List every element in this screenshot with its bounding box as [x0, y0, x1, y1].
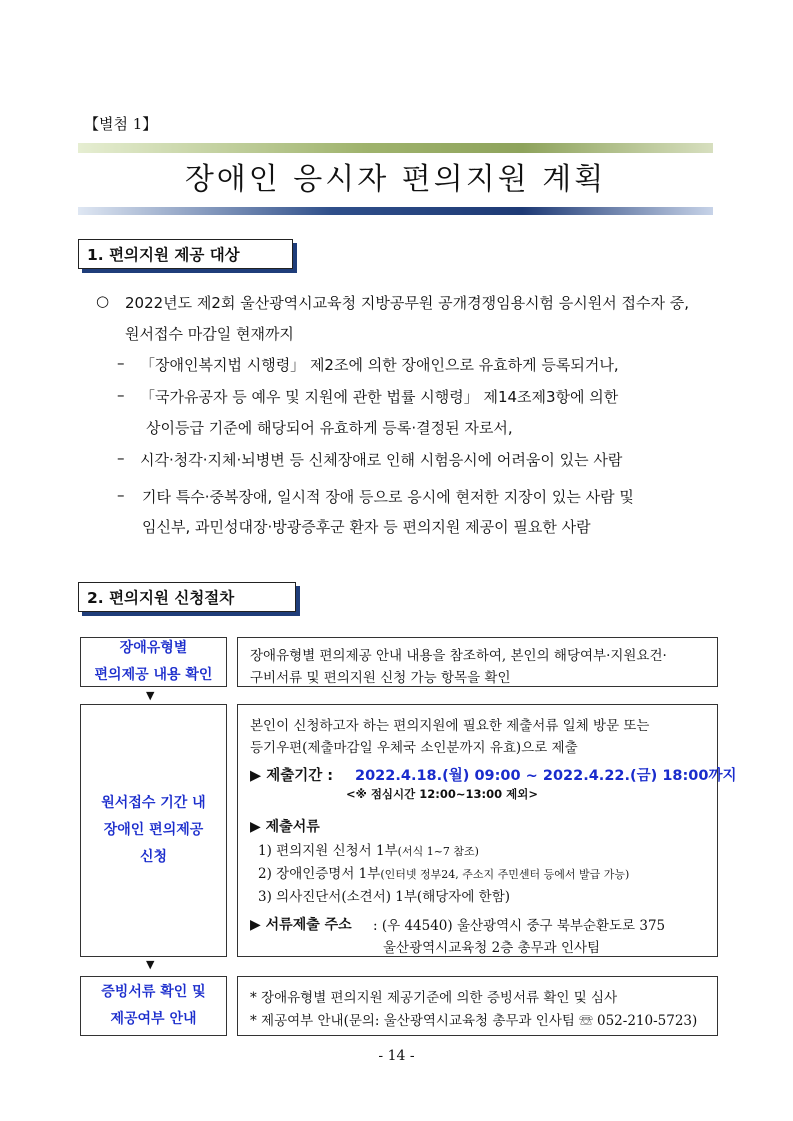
step1-label-line1: 장애유형별	[119, 640, 188, 656]
step2-text-line2: 등기우편(제출마감일 우체국 소인분까지 유효)으로 제출	[250, 740, 578, 756]
banner-bottom-stripe	[78, 207, 713, 215]
intro-line-1: 2022년도 제2회 울산광역시교육청 지방공무원 공개경쟁임용시험 응시원서 접수자 중,	[125, 294, 690, 312]
step3-text-line1: * 장애유형별 편의지원 제공기준에 의한 증빙서류 확인 및 심사	[250, 990, 618, 1006]
step1-text-line1: 장애유형별 편의제공 안내 내용을 참조하여, 본인의 해당여부·지원요건·	[250, 648, 667, 664]
step2-label-line3: 신청	[139, 849, 168, 865]
doc-item-2-note: (인터넷 정부24, 주소지 주민센터 등에서 발급 가능)	[380, 868, 630, 881]
title-banner	[78, 143, 713, 215]
step1-label	[80, 637, 227, 687]
required-docs-label: ▶ 제출서류	[250, 819, 320, 835]
eligibility-item-2: 「국가유공자 등 예우 및 지원에 관한 법률 시행령」 제14조제3항에 의한	[140, 388, 619, 406]
submission-address-line2: 울산광역시교육청 2층 총무과 인사팀	[383, 940, 601, 956]
lunch-break-note: <※ 점심시간 12:00~13:00 제외>	[346, 787, 538, 801]
arrow-down-icon: ▼	[146, 689, 155, 702]
step2-text-line1: 본인이 신청하고자 하는 편의지원에 필요한 제출서류 일체 방문 또는	[250, 718, 650, 734]
bullet-symbol: ○	[96, 292, 110, 310]
dash-3: –	[117, 449, 125, 467]
step2-label-line2: 장애인 편의제공	[103, 822, 204, 838]
step3-content	[237, 976, 718, 1036]
step1-label-line2: 편의제공 내용 확인	[94, 667, 213, 683]
step3-label-line1: 증빙서류 확인 및	[101, 984, 206, 1000]
step3-label-line2: 제공여부 안내	[110, 1011, 197, 1027]
step3-label	[80, 976, 227, 1036]
eligibility-item-1: 「장애인복지법 시행령」 제2조에 의한 장애인으로 유효하게 등록되거나,	[140, 356, 619, 374]
submission-address-label: ▶ 서류제출 주소	[250, 917, 352, 933]
submission-period-value: 2022.4.18.(월) 09:00 ~ 2022.4.22.(금) 18:00까지	[355, 768, 737, 784]
section1-heading: 1. 편의지원 제공 대상	[78, 239, 293, 269]
doc-item-2	[258, 862, 629, 882]
step1-text-line2: 구비서류 및 편의지원 신청 가능 항목을 확인	[250, 670, 511, 686]
page-title: 장애인 응시자 편의지원 계획	[184, 162, 607, 197]
doc-item-1	[258, 839, 479, 859]
dash-1: –	[117, 354, 125, 372]
banner-top-stripe	[78, 143, 713, 153]
intro-line-2: 원서접수 마감일 현재까지	[125, 325, 294, 343]
step3-text-line2: * 제공여부 안내(문의: 울산광역시교육청 총무과 인사팀 ☏ 052-210-5723)	[250, 1013, 698, 1029]
submission-period-label: ▶ 제출기간 :	[250, 768, 334, 784]
step2-label-line1: 원서접수 기간 내	[101, 795, 206, 811]
eligibility-item-4: 기타 특수·중복장애, 일시적 장애 등으로 응시에 현저한 지장이 있는 사람 및	[142, 488, 634, 506]
attachment-label: 【별첨 1】	[84, 115, 158, 133]
doc-item-2-main: 2) 장애인증명서 1부	[258, 866, 381, 882]
eligibility-item-3: 시각·청각·지체·뇌병변 등 신체장애로 인해 시험응시에 어려움이 있는 사람	[140, 451, 623, 469]
doc-item-3: 3) 의사진단서(소견서) 1부(해당자에 한함)	[258, 889, 511, 905]
dash-4: –	[117, 486, 125, 504]
arrow-down-icon: ▼	[146, 958, 155, 971]
eligibility-item-4-cont: 임신부, 과민성대장·방광증후군 환자 등 편의지원 제공이 필요한 사람	[142, 518, 591, 536]
step2-content	[237, 704, 737, 957]
step2-label	[80, 704, 227, 957]
doc-item-1-note: (서식 1~7 참조)	[397, 845, 479, 858]
dash-2: –	[117, 386, 125, 404]
step1-content	[237, 637, 718, 687]
eligibility-item-2-cont: 상이등급 기준에 해당되어 유효하게 등록·결정된 자로서,	[146, 419, 513, 437]
submission-address-line1: : (우 44540) 울산광역시 중구 북부순환도로 375	[373, 918, 666, 934]
page-number: - 14 -	[378, 1048, 415, 1064]
doc-item-1-main: 1) 편의지원 신청서 1부	[258, 843, 398, 859]
section2-heading: 2. 편의지원 신청절차	[78, 582, 296, 612]
